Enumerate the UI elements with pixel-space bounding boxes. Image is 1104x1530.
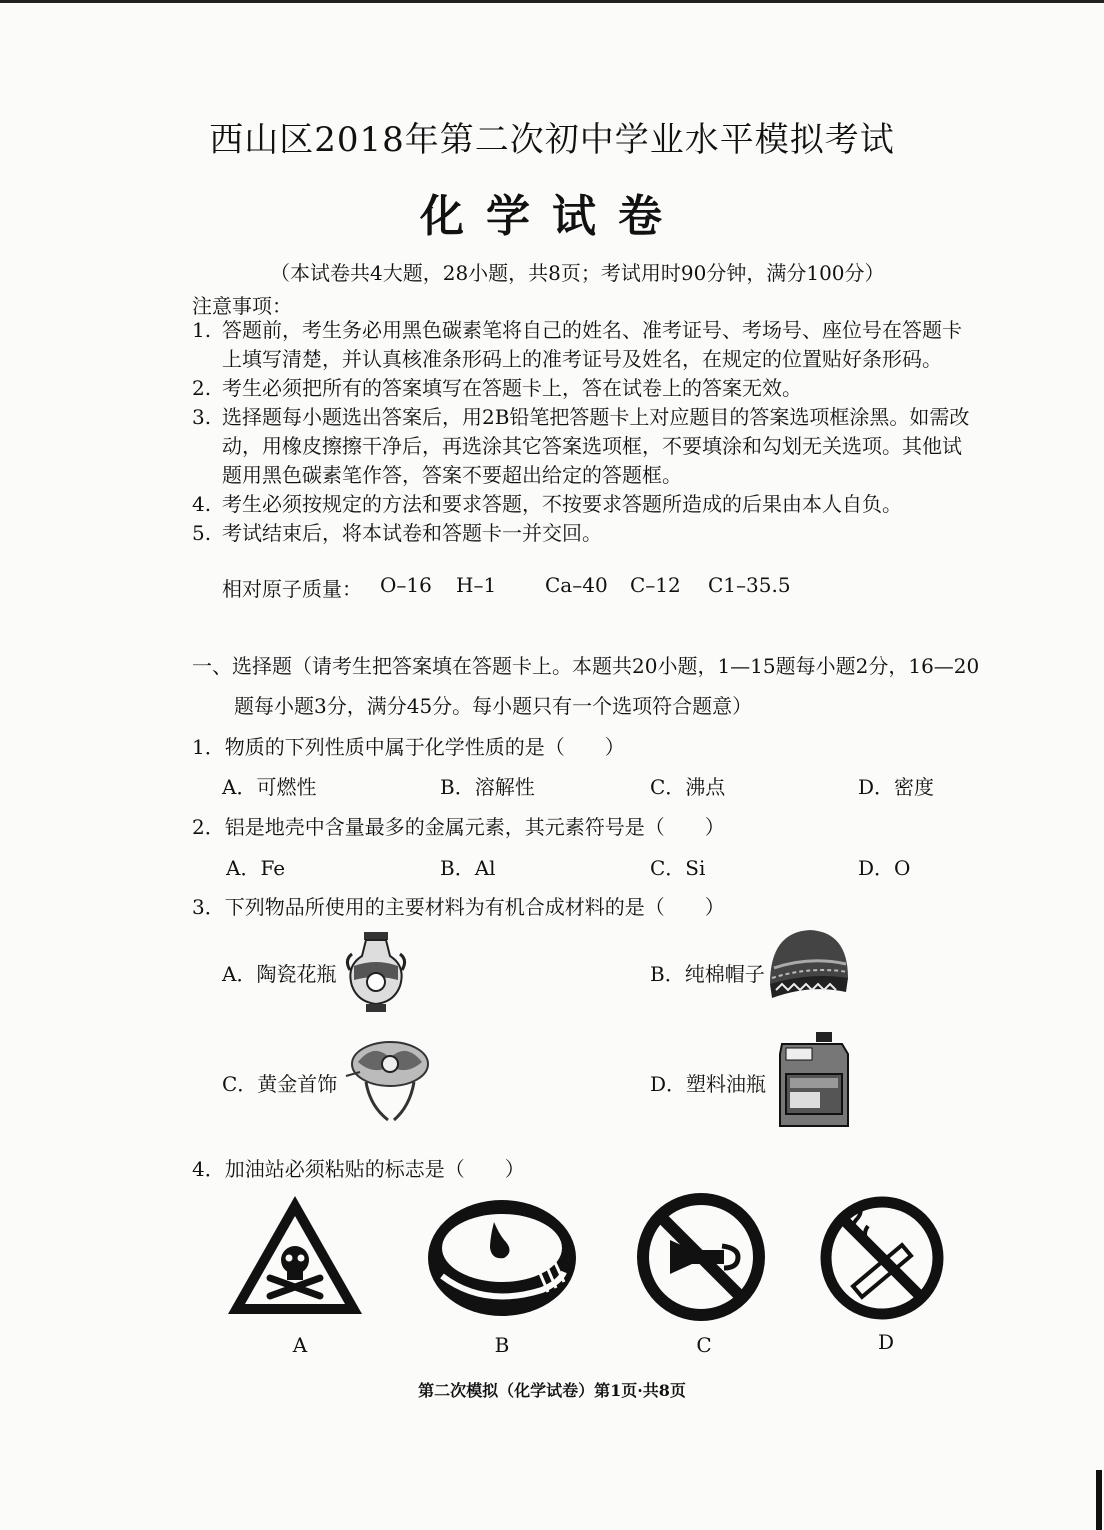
notice-item: 2. 考生必须把所有的答案填写在答题卡上，答在试卷上的答案无效。 xyxy=(192,376,802,400)
page-footer: 第二次模拟（化学试卷）第1页·共8页 xyxy=(418,1381,686,1400)
notice-heading: 注意事项： xyxy=(192,294,292,318)
question-stem: 2．铝是地壳中含量最多的金属元素，其元素符号是（ ） xyxy=(192,815,725,839)
scan-edge xyxy=(0,0,1104,3)
scan-edge xyxy=(1096,1470,1102,1530)
notice-item: 5. 考试结束后，将本试卷和答题卡一并交回。 xyxy=(192,521,602,545)
option: B．Al xyxy=(440,856,496,880)
sign-label: C xyxy=(696,1333,712,1357)
option: C．沸点 xyxy=(650,775,726,799)
atomic-mass-item: Ca–40 xyxy=(545,573,608,597)
no-horn-sign xyxy=(634,1190,768,1324)
atomic-mass-line: 相对原子质量： xyxy=(222,577,362,601)
exam-title: 西山区2018年第二次初中学业水平模拟考试 xyxy=(209,120,895,160)
option: B．溶解性 xyxy=(440,775,535,799)
question-stem: 3．下列物品所使用的主要材料为有机合成材料的是（ ） xyxy=(192,895,725,919)
atomic-mass-item: C1–35.5 xyxy=(708,573,791,597)
atomic-mass-item: O–16 xyxy=(380,573,432,597)
notice-item: 4. 考生必须按规定的方法和要求答题，不按要求答题所造成的后果由本人自负。 xyxy=(192,492,902,516)
section-heading: 一、选择题（请考生把答案填在答题卡上。本题共20小题，1—15题每小题2分，16—20 xyxy=(192,654,980,678)
notice-item: 3. 选择题每小题选出答案后，用2B铅笔把答题卡上对应题目的答案选项框涂黑。如需改 动，用橡皮擦擦干净后，再选涂其它答案选项框，不要填涂和勾划无关选项。其他试 题用黑色碳素笔作答，答案不要超出给定的答题框。 xyxy=(192,405,970,487)
question-stem: 1．物质的下列性质中属于化学性质的是（ ） xyxy=(192,735,625,759)
option: A．Fe xyxy=(226,856,286,880)
atomic-mass-item: H–1 xyxy=(456,573,497,597)
toxic-warning-sign xyxy=(224,1192,366,1320)
cotton-hat-image xyxy=(766,924,852,1002)
notice-item: 1. 答题前，考生务必用黑色碳素笔将自己的姓名、准考证号、考场号、座位号在答题卡 上填写清楚，并认真核准条形码上的准考证号及姓名，在规定的位置贴好条形码。 xyxy=(192,318,962,371)
plastic-oil-bottle-image xyxy=(776,1030,852,1130)
sign-label: D xyxy=(877,1330,895,1354)
option: C．黄金首饰 xyxy=(222,1072,338,1096)
section-heading-cont: 题每小题3分，满分45分。每小题只有一个选项符合题意） xyxy=(234,694,753,718)
sign-label: B xyxy=(494,1333,510,1357)
option: A．可燃性 xyxy=(222,775,317,799)
option: D．塑料油瓶 xyxy=(650,1072,767,1096)
sign-label: A xyxy=(292,1333,308,1357)
no-smoking-sign xyxy=(818,1194,946,1322)
option: C．Si xyxy=(650,856,706,880)
subject-title: 化学试卷 xyxy=(420,191,684,242)
gold-jewelry-image xyxy=(344,1036,434,1124)
atomic-mass-item: C–12 xyxy=(630,573,681,597)
corrosive-sign xyxy=(424,1196,580,1320)
option: D．O xyxy=(858,856,911,880)
option: B．纯棉帽子 xyxy=(650,962,765,986)
option: A．陶瓷花瓶 xyxy=(222,962,337,986)
exam-info: （本试卷共4大题，28小题，共8页；考试用时90分钟，满分100分） xyxy=(270,261,885,285)
ceramic-vase-image xyxy=(344,930,408,1014)
question-stem: 4．加油站必须粘贴的标志是（ ） xyxy=(192,1157,525,1181)
option: D．密度 xyxy=(858,775,935,799)
